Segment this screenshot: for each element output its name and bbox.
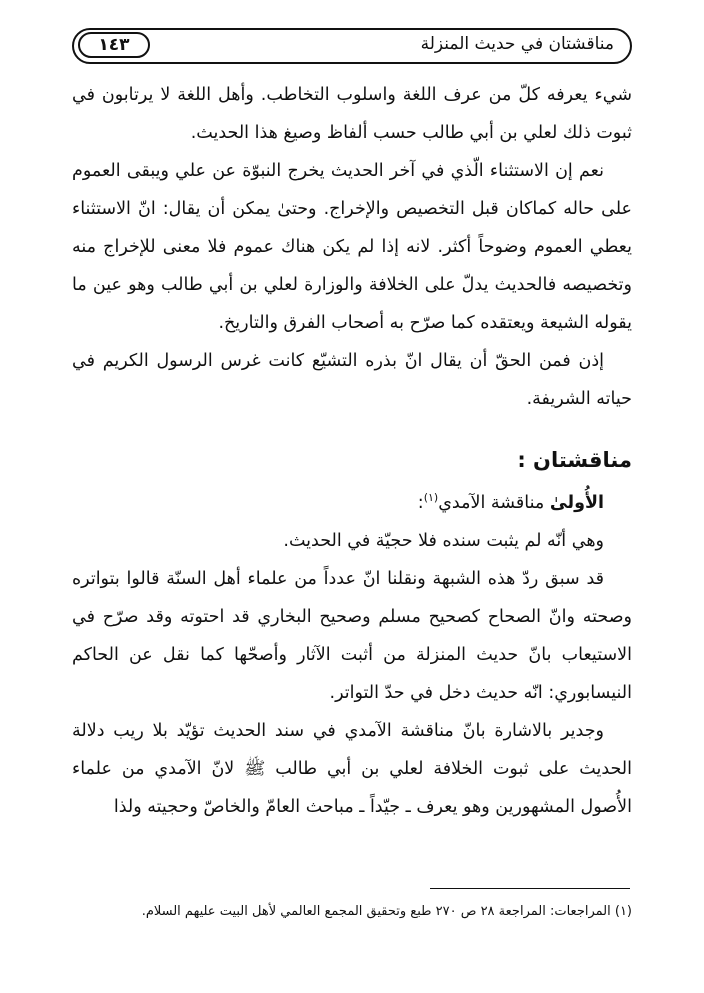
running-header: [72, 28, 632, 64]
page-number: ١٤٣: [78, 32, 150, 58]
first-colon: :: [417, 493, 424, 513]
first-label: الأُولىٰ: [549, 493, 604, 513]
first-discussion-title: [72, 484, 632, 522]
footnote-ref: (١): [423, 491, 439, 505]
footnote: (١) المراجعات: المراجعة ٢٨ ص ٢٧٠ طبع وتحقيق المجمع العالمي لأهل البيت عليهم السلام.: [141, 904, 632, 919]
section-heading: مناقشتان :: [517, 448, 632, 472]
footnote-divider: [430, 888, 630, 889]
paragraph-2: نعم إن الاستثناء الّذي في آخر الحديث يخرج النبوّة عن علي ويبقى العموم على حاله كماكان قبل التخصيص والإخراج. وحتىٰ يمكن أن يقال: انّ الاستثناء يعطي العموم وضوحاً أكثر. لانه إذا لم يكن هناك عموم فلا معنى للإخراج منه وتخصيصه فالحديث يدلّ على الخلافة والوزارة لعلي بن أبي طالب وهو عين ما يقوله الشيعة ويعتقده كما صرّح به أصحاب الفرق والتاريخ.: [72, 161, 632, 333]
claim-paragraph: وهي أنّه لم يثبت سنده فلا حجيّة في الحديث.: [283, 531, 604, 551]
paragraph-5: وجدير بالاشارة بانّ مناقشة الآمدي في سند الحديث تؤيّد بلا ريب دلالة الحديث على ثبوت الخلافة لعلي بن أبي طالب ﷺ لانّ الآمدي من علماء الأُصول المشهورين وهو يعرف ـ جيّداً ـ مباحث العامّ والخاصّ وحجيته ولذا: [72, 721, 632, 817]
first-title: مناقشة الآمدي: [438, 493, 545, 513]
paragraph-1: شيء يعرفه كلّ من عرف اللغة واسلوب التخاطب. وأهل اللغة لا يرتابون في ثبوت ذلك لعلي بن أبي طالب حسب ألفاظ وصيغ هذا الحديث.: [72, 85, 632, 143]
paragraph-4: قد سبق ردّ هذه الشبهة ونقلنا انّ عدداً من علماء أهل السنّة قالوا بتواتره وصحته وانّ الصحاح كصحيح مسلم وصحيح البخاري قد احتوته وقد صرّح في الاستيعاب بانّ حديث المنزلة من أثبت الآثار وأصحّها كما نقل عن الحاكم النيسابوري: انّه حديث دخل في حدّ التواتر.: [72, 569, 632, 703]
header-title: مناقشتان في حديث المنزلة: [420, 34, 614, 54]
paragraph-3: إذن فمن الحقّ أن يقال انّ بذره التشيّع كانت غرس الرسول الكريم في حياته الشريفة.: [72, 351, 632, 409]
page-body: [72, 76, 632, 826]
